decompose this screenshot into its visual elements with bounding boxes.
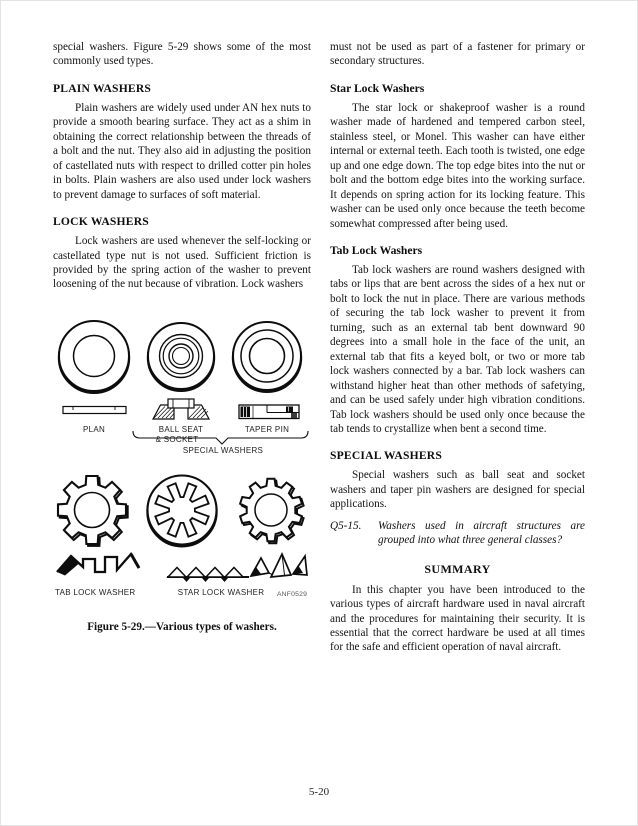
ball-seat-socket-drawing	[148, 323, 214, 419]
summary-heading: SUMMARY	[424, 561, 491, 576]
two-column-layout	[53, 40, 585, 655]
star-lock-washers-paragraph: The star lock or shakeproof washer is a round washer made of hardened and tempered carbon steel, stainless steel, or Monel. This washer can have either internal or external teeth. Each tooth is twisted, one edge up and one edge down. The top edge bites into the nut or bolt and the bottom edge bites into the working surface. It depends on spring action for its locking feature. This washer can be used only once because the teeth become somewhat compressed after being used.	[330, 101, 585, 230]
external-star-gear-outline	[240, 479, 302, 542]
figure-caption: Figure 5-29.—Various types of washers.	[87, 620, 277, 633]
special-washers-heading: SPECIAL WASHERS	[330, 449, 443, 463]
question-text: Washers used in aircraft structures are grouped into what three general classes?	[378, 519, 585, 547]
tab-lock-washers-heading: Tab Lock Washers	[330, 243, 423, 257]
external-star-washer-drawing	[240, 479, 307, 577]
ball-seat-label-line1: BALL SEAT	[158, 424, 204, 434]
star-lock-outer-circle	[148, 475, 217, 544]
left-column	[53, 40, 311, 655]
taper-pin-label: TAPER PIN	[244, 424, 290, 434]
continued-paragraph: must not be used as part of a fastener for primary or secondary structures.	[330, 41, 585, 68]
lock-washers-heading: LOCK WASHERS	[53, 215, 149, 229]
review-question	[330, 519, 585, 548]
plain-washers-paragraph: Plain washers are widely used under AN hex nuts to provide a smooth bearing surface. They act as a shim in obtaining the correct relationship between the threads of a bolt and the nut. They also aid in adjusting the position of castellated nuts with respect to drilled cotter pin holes in bolts. Plain washers are also used under lock washers to prevent damage to surfaces of soft material.	[53, 101, 311, 201]
question-number: Q5-15.	[330, 519, 362, 532]
tab-lock-gear-outline	[58, 476, 126, 544]
star-lock-side-view	[167, 567, 249, 582]
external-star-side-view	[251, 554, 307, 577]
ball-seat-side-view	[153, 399, 209, 419]
figure-5-29	[53, 318, 311, 633]
taper-pin-outer-circle	[233, 322, 301, 390]
star-lock-washers-heading: Star Lock Washers	[330, 81, 425, 95]
special-washers-label: SPECIAL WASHERS	[182, 445, 264, 455]
ball-seat-label-line2: & SOCKET	[155, 434, 199, 444]
star-lock-washer-drawing	[148, 475, 250, 582]
tab-lock-washers-paragraph: Tab lock washers are round washers designed with tabs or lips that are bent across the sides of a hex nut or bolt to lock the nut in place. There are various methods of securing the tab lock washer to prevent it from turning, such as an external tab bent downward 90 degrees into a small hole in the face of the unit, an external tab that fits a keyed bolt, or two or more tab lock washers connected by a bar. Tab lock washers can withstand higher heat than other methods of safetying, and can be used safely under high vibration conditions. Tab lock washers should be used only once because the tab tends to crystallize when bent a second time.	[330, 263, 585, 435]
washer-illustrations	[53, 318, 311, 610]
ball-seat-outer-circle	[148, 323, 214, 389]
taper-pin-side-view	[239, 405, 299, 419]
taper-pin-washer-drawing	[233, 322, 301, 419]
plain-washers-heading: PLAIN WASHERS	[53, 81, 152, 95]
star-lock-washer-label: STAR LOCK WASHER	[177, 587, 265, 597]
page-number: 5-20	[308, 786, 330, 798]
special-washers-paragraph: Special washers such as ball seat and socket washers and taper pin washers are designed for special applications.	[330, 469, 585, 511]
lock-washers-paragraph: Lock washers are used whenever the self-locking or castellated type nut is not used. Sufficient friction is provided by the spring action of the washer to prevent loosening of the nut because of vibration. Lock washers	[53, 235, 311, 291]
intro-continued-paragraph: special washers. Figure 5-29 shows some of the most commonly used types.	[53, 41, 311, 68]
tab-lock-washer-drawing	[57, 476, 139, 576]
plain-washer-outer-circle	[59, 321, 129, 391]
plain-washer-drawing	[59, 321, 129, 414]
tab-lock-washer-label: TAB LOCK WASHER	[55, 587, 136, 597]
tab-lock-side-view	[57, 554, 139, 576]
summary-paragraph: In this chapter you have been introduced to the various types of aircraft hardware used in naval aircraft and the procedures for maintaining their security. It is essential that the correct hardware be used at all times for the safe and efficient operation of naval aircraft.	[330, 583, 585, 654]
plan-label: PLAN	[82, 424, 106, 434]
plain-washer-side-view	[63, 406, 126, 413]
right-column	[330, 40, 585, 655]
figure-id-label: ANF0529	[276, 590, 308, 598]
